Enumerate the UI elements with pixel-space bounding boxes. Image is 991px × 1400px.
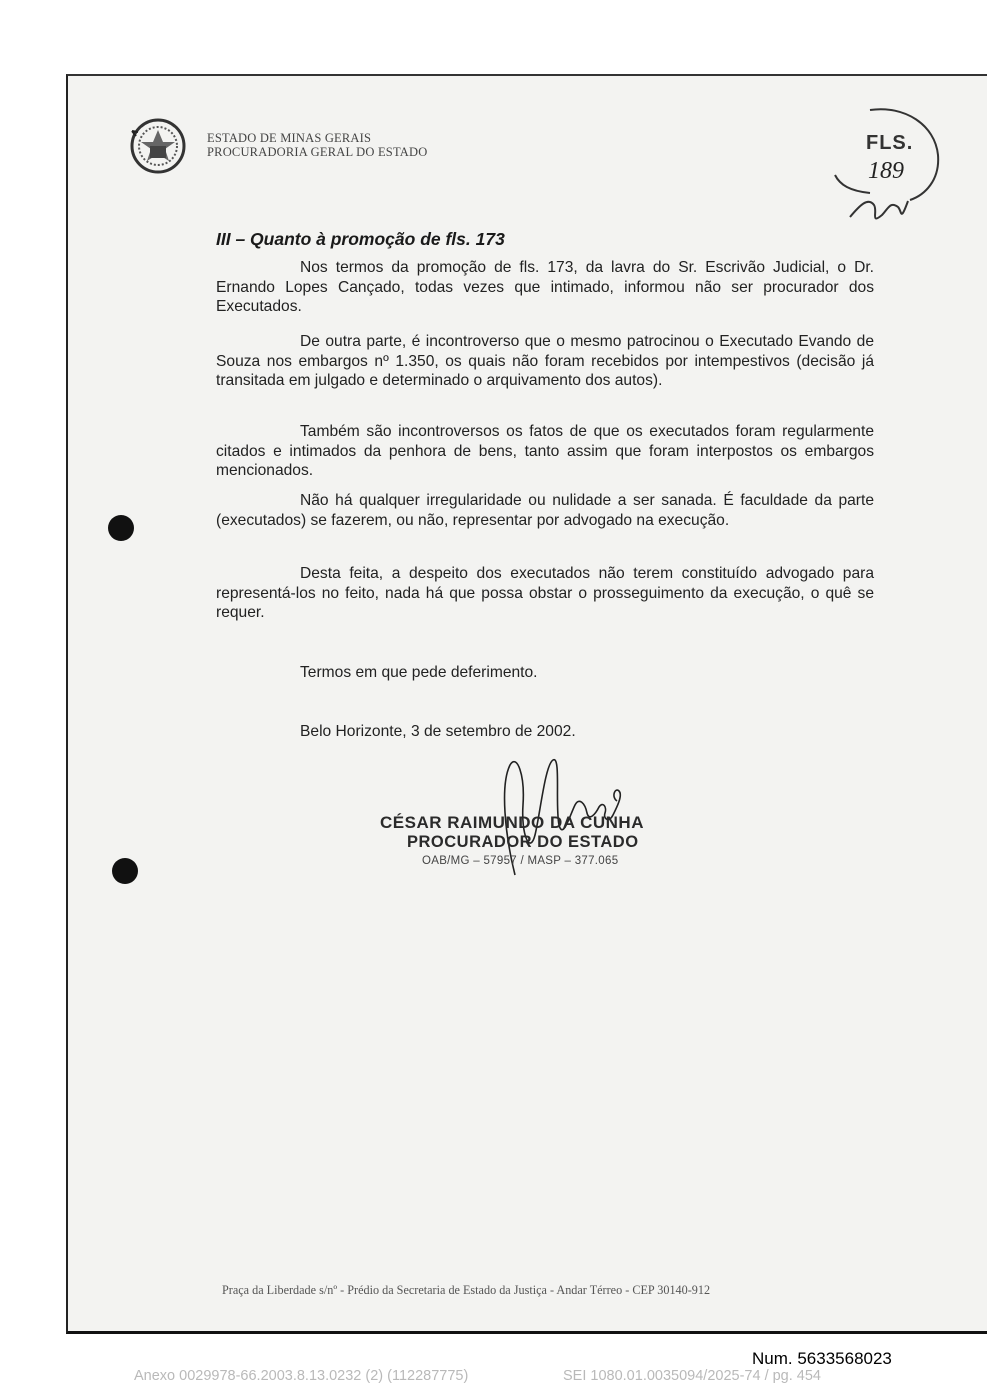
paragraph-1: Nos termos da promoção de fls. 173, da lavra do Sr. Escrivão Judicial, o Dr. Ernando Lopes Cançado, todas vezes que intimado, informou não ser procurador dos Executados. xyxy=(216,259,874,315)
punch-hole-top xyxy=(108,515,134,541)
letterhead-office: PROCURADORIA GERAL DO ESTADO xyxy=(207,145,428,159)
signatory-role: PROCURADOR DO ESTADO xyxy=(407,833,639,851)
signatory-registration: OAB/MG – 57957 / MASP – 377.065 xyxy=(422,855,619,867)
state-coat-of-arms-icon xyxy=(128,116,188,176)
letterhead-state: ESTADO DE MINAS GERAIS xyxy=(207,131,372,145)
signatory-name: CÉSAR RAIMUNDO DA CUNHA xyxy=(380,813,644,832)
document-number: Num. 5633568023 xyxy=(752,1349,892,1368)
place-and-date: Belo Horizonte, 3 de setembro de 2002. xyxy=(300,723,576,740)
sei-reference: SEI 1080.01.0035094/2025-74 / pg. 454 xyxy=(563,1368,821,1384)
footer-address: Praça da Liberdade s/nº - Prédio da Secretaria de Estado da Justiça - Andar Térreo - CEP 30140-912 xyxy=(222,1283,711,1297)
paragraph-5: Desta feita, a despeito dos executados não terem constituído advogado para representá-los no feito, nada há que possa obstar o prosseguimento da execução, o quê se requer. xyxy=(216,565,874,621)
paragraph-2: De outra parte, é incontroverso que o mesmo patrocinou o Executado Evando de Souza nos embargos nº 1.350, os quais não foram recebidos por intempestivos (decisão já transitada em julgado e determinado o arquivamento dos autos). xyxy=(216,333,874,389)
stamp-page-number: 189 xyxy=(868,158,904,184)
paragraph-3: Também são incontroversos os fatos de que os executados foram regularmente citados e intimados da penhora de bens, tanto assim que foram interpostos os embargos mencionados. xyxy=(216,423,874,479)
stamp-label: FLS. xyxy=(866,132,914,154)
closing-line: Termos em que pede deferimento. xyxy=(300,664,538,681)
annex-reference: Anexo 0029978-66.2003.8.13.0232 (2) (112287775) xyxy=(134,1368,469,1384)
punch-hole-bottom xyxy=(112,858,138,884)
paragraph-4: Não há qualquer irregularidade ou nulidade a ser sanada. É faculdade da parte (executados) se fazerem, ou não, representar por advogado na execução. xyxy=(216,492,874,529)
letterhead xyxy=(207,131,427,159)
section-title: III – Quanto à promoção de fls. 173 xyxy=(216,229,505,249)
